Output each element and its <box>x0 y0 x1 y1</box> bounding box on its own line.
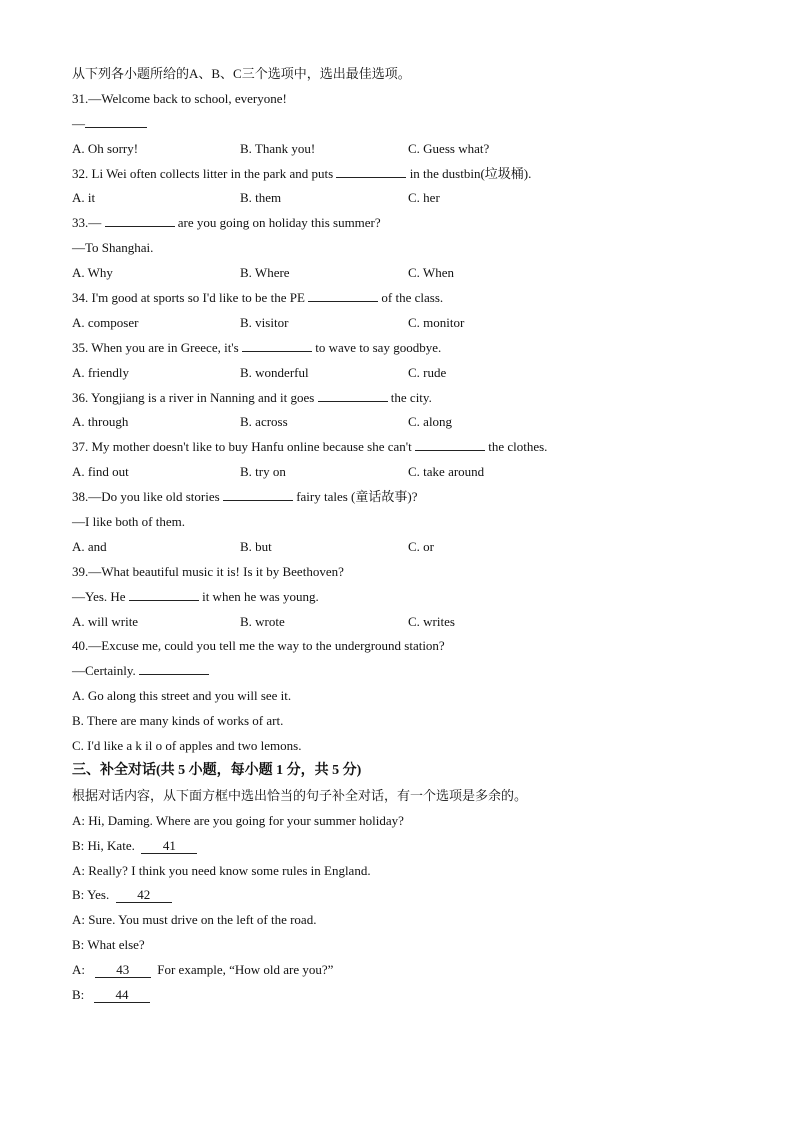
answer-blank <box>105 212 175 227</box>
answer-blank <box>223 486 293 501</box>
speaker: B: <box>72 937 85 953</box>
option-c: C. her <box>408 190 440 206</box>
numbered-blank: 44 <box>94 987 150 1003</box>
option-a: A. Oh sorry! <box>72 140 139 156</box>
stem-text: 32. Li Wei often collects litter in the park and puts <box>72 165 334 181</box>
reply-text: —Certainly. <box>72 663 136 679</box>
option-b: B. try on <box>240 464 286 480</box>
worksheet <box>72 62 732 1008</box>
question-39-options <box>72 610 732 635</box>
question-38-stem <box>72 485 732 510</box>
dialogue-text: Hi, Daming. Where are you going for your summer holiday? <box>88 812 404 828</box>
option-b: B. Where <box>240 265 290 281</box>
reply-text: —Yes. He <box>72 588 126 604</box>
question-38-options <box>72 535 732 560</box>
option-a: A. find out <box>72 464 129 480</box>
section-3-title: 三、补全对话(共 5 小题，每小题 1 分，共 5 分) <box>72 762 362 778</box>
option-b: B. across <box>240 414 288 430</box>
dialogue-text: Really? I think you need know some rules in England. <box>88 862 371 878</box>
question-31-reply <box>72 112 732 137</box>
answer-blank <box>308 287 378 302</box>
stem-text-after: in the dustbin(垃圾桶). <box>409 165 532 181</box>
option-a: A. composer <box>72 314 139 330</box>
question-39-stem: 39.—What beautiful music it is! Is it by Beethoven? <box>72 563 344 579</box>
dialogue-line <box>72 859 732 884</box>
speaker: B: <box>72 986 85 1002</box>
question-34-options <box>72 311 732 336</box>
dialogue-text: Yes. <box>87 887 110 903</box>
question-35-options <box>72 361 732 386</box>
question-40-option-b: B. There are many kinds of works of art. <box>72 713 284 729</box>
stem-text: 35. When you are in Greece, it's <box>72 339 239 355</box>
question-35-stem <box>72 336 732 361</box>
dialogue-text: Hi, Kate. <box>87 837 135 853</box>
stem-text: 36. Yongjiang is a river in Nanning and it goes <box>72 389 315 405</box>
reply-dash: — <box>72 115 85 131</box>
option-b: B. but <box>240 538 272 554</box>
question-33-reply: —To Shanghai. <box>72 240 154 256</box>
speaker: A: <box>72 862 85 878</box>
numbered-blank: 43 <box>95 962 151 978</box>
answer-blank <box>336 163 406 178</box>
dialogue-line <box>72 834 732 859</box>
question-40-option-c: C. I'd like a k il o of apples and two lemons. <box>72 738 302 754</box>
option-b: B. wrote <box>240 613 285 629</box>
dialogue-line <box>72 883 732 908</box>
answer-blank <box>139 660 209 675</box>
instruction: 从下列各小题所给的A、B、C三个选项中，选出最佳选项。 <box>72 66 411 81</box>
stem-text-after: fairy tales (童话故事)? <box>296 489 418 505</box>
question-36-options <box>72 410 732 435</box>
option-b: B. them <box>240 190 282 206</box>
option-b: B. Thank you! <box>240 140 316 156</box>
option-c: C. or <box>408 538 434 554</box>
option-c: C. Guess what? <box>408 140 490 156</box>
numbered-blank: 42 <box>116 887 172 903</box>
question-32-stem <box>72 162 732 187</box>
option-b: B. visitor <box>240 314 289 330</box>
stem-text-after: are you going on holiday this summer? <box>177 215 381 231</box>
option-a: A. it <box>72 190 96 206</box>
question-33-stem <box>72 211 732 236</box>
stem-text: 37. My mother doesn't like to buy Hanfu online because she can't <box>72 439 412 455</box>
stem-text: 38.—Do you like old stories <box>72 489 220 505</box>
question-37-options <box>72 460 732 485</box>
speaker: A: <box>72 912 85 928</box>
option-a: A. friendly <box>72 364 130 380</box>
question-31-stem: 31.—Welcome back to school, everyone! <box>72 90 287 106</box>
option-a: A. and <box>72 538 107 554</box>
question-39-reply <box>72 585 732 610</box>
answer-blank <box>129 586 199 601</box>
dialogue-line <box>72 809 732 834</box>
speaker: A: <box>72 962 85 978</box>
option-c: C. writes <box>408 613 455 629</box>
dialogue-line <box>72 983 732 1008</box>
answer-blank <box>242 337 312 352</box>
question-36-stem <box>72 386 732 411</box>
question-40-option-a: A. Go along this street and you will see it. <box>72 688 292 704</box>
stem-text: 33.— <box>72 215 102 231</box>
speaker: B: <box>72 837 85 853</box>
numbered-blank: 41 <box>141 838 197 854</box>
dialogue-line <box>72 958 732 983</box>
answer-blank <box>318 387 388 402</box>
option-b: B. wonderful <box>240 364 309 380</box>
dialogue-text: What else? <box>87 937 145 953</box>
question-40-stem: 40.—Excuse me, could you tell me the way to the underground station? <box>72 638 445 654</box>
dialogue-text: For example, “How old are you?” <box>157 962 334 978</box>
stem-text-after: the clothes. <box>488 439 548 455</box>
stem-text: 34. I'm good at sports so I'd like to be the PE <box>72 290 305 306</box>
option-a: A. through <box>72 414 129 430</box>
option-a: A. Why <box>72 265 113 281</box>
stem-text-after: the city. <box>390 389 432 405</box>
question-37-stem <box>72 435 732 460</box>
question-32-options <box>72 186 732 211</box>
question-31-options <box>72 137 732 162</box>
question-33-options <box>72 261 732 286</box>
question-40-reply <box>72 659 732 684</box>
stem-text-after: of the class. <box>381 290 444 306</box>
reply-text-after: it when he was young. <box>202 588 319 604</box>
dialogue-text: Sure. You must drive on the left of the road. <box>88 912 317 928</box>
section-3-instruction: 根据对话内容，从下面方框中选出恰当的句子补全对话，有一个选项是多余的。 <box>72 787 528 803</box>
option-c: C. When <box>408 265 454 281</box>
question-34-stem <box>72 286 732 311</box>
question-38-reply: —I like both of them. <box>72 514 186 530</box>
answer-blank <box>415 436 485 451</box>
speaker: A: <box>72 812 85 828</box>
option-c: C. monitor <box>408 314 465 330</box>
dialogue-line <box>72 933 732 958</box>
stem-text-after: to wave to say goodbye. <box>315 339 442 355</box>
speaker: B: <box>72 887 85 903</box>
dialogue-line <box>72 908 732 933</box>
option-c: C. take around <box>408 464 485 480</box>
answer-blank <box>85 113 147 128</box>
option-c: C. rude <box>408 364 447 380</box>
option-c: C. along <box>408 414 453 430</box>
option-a: A. will write <box>72 613 139 629</box>
